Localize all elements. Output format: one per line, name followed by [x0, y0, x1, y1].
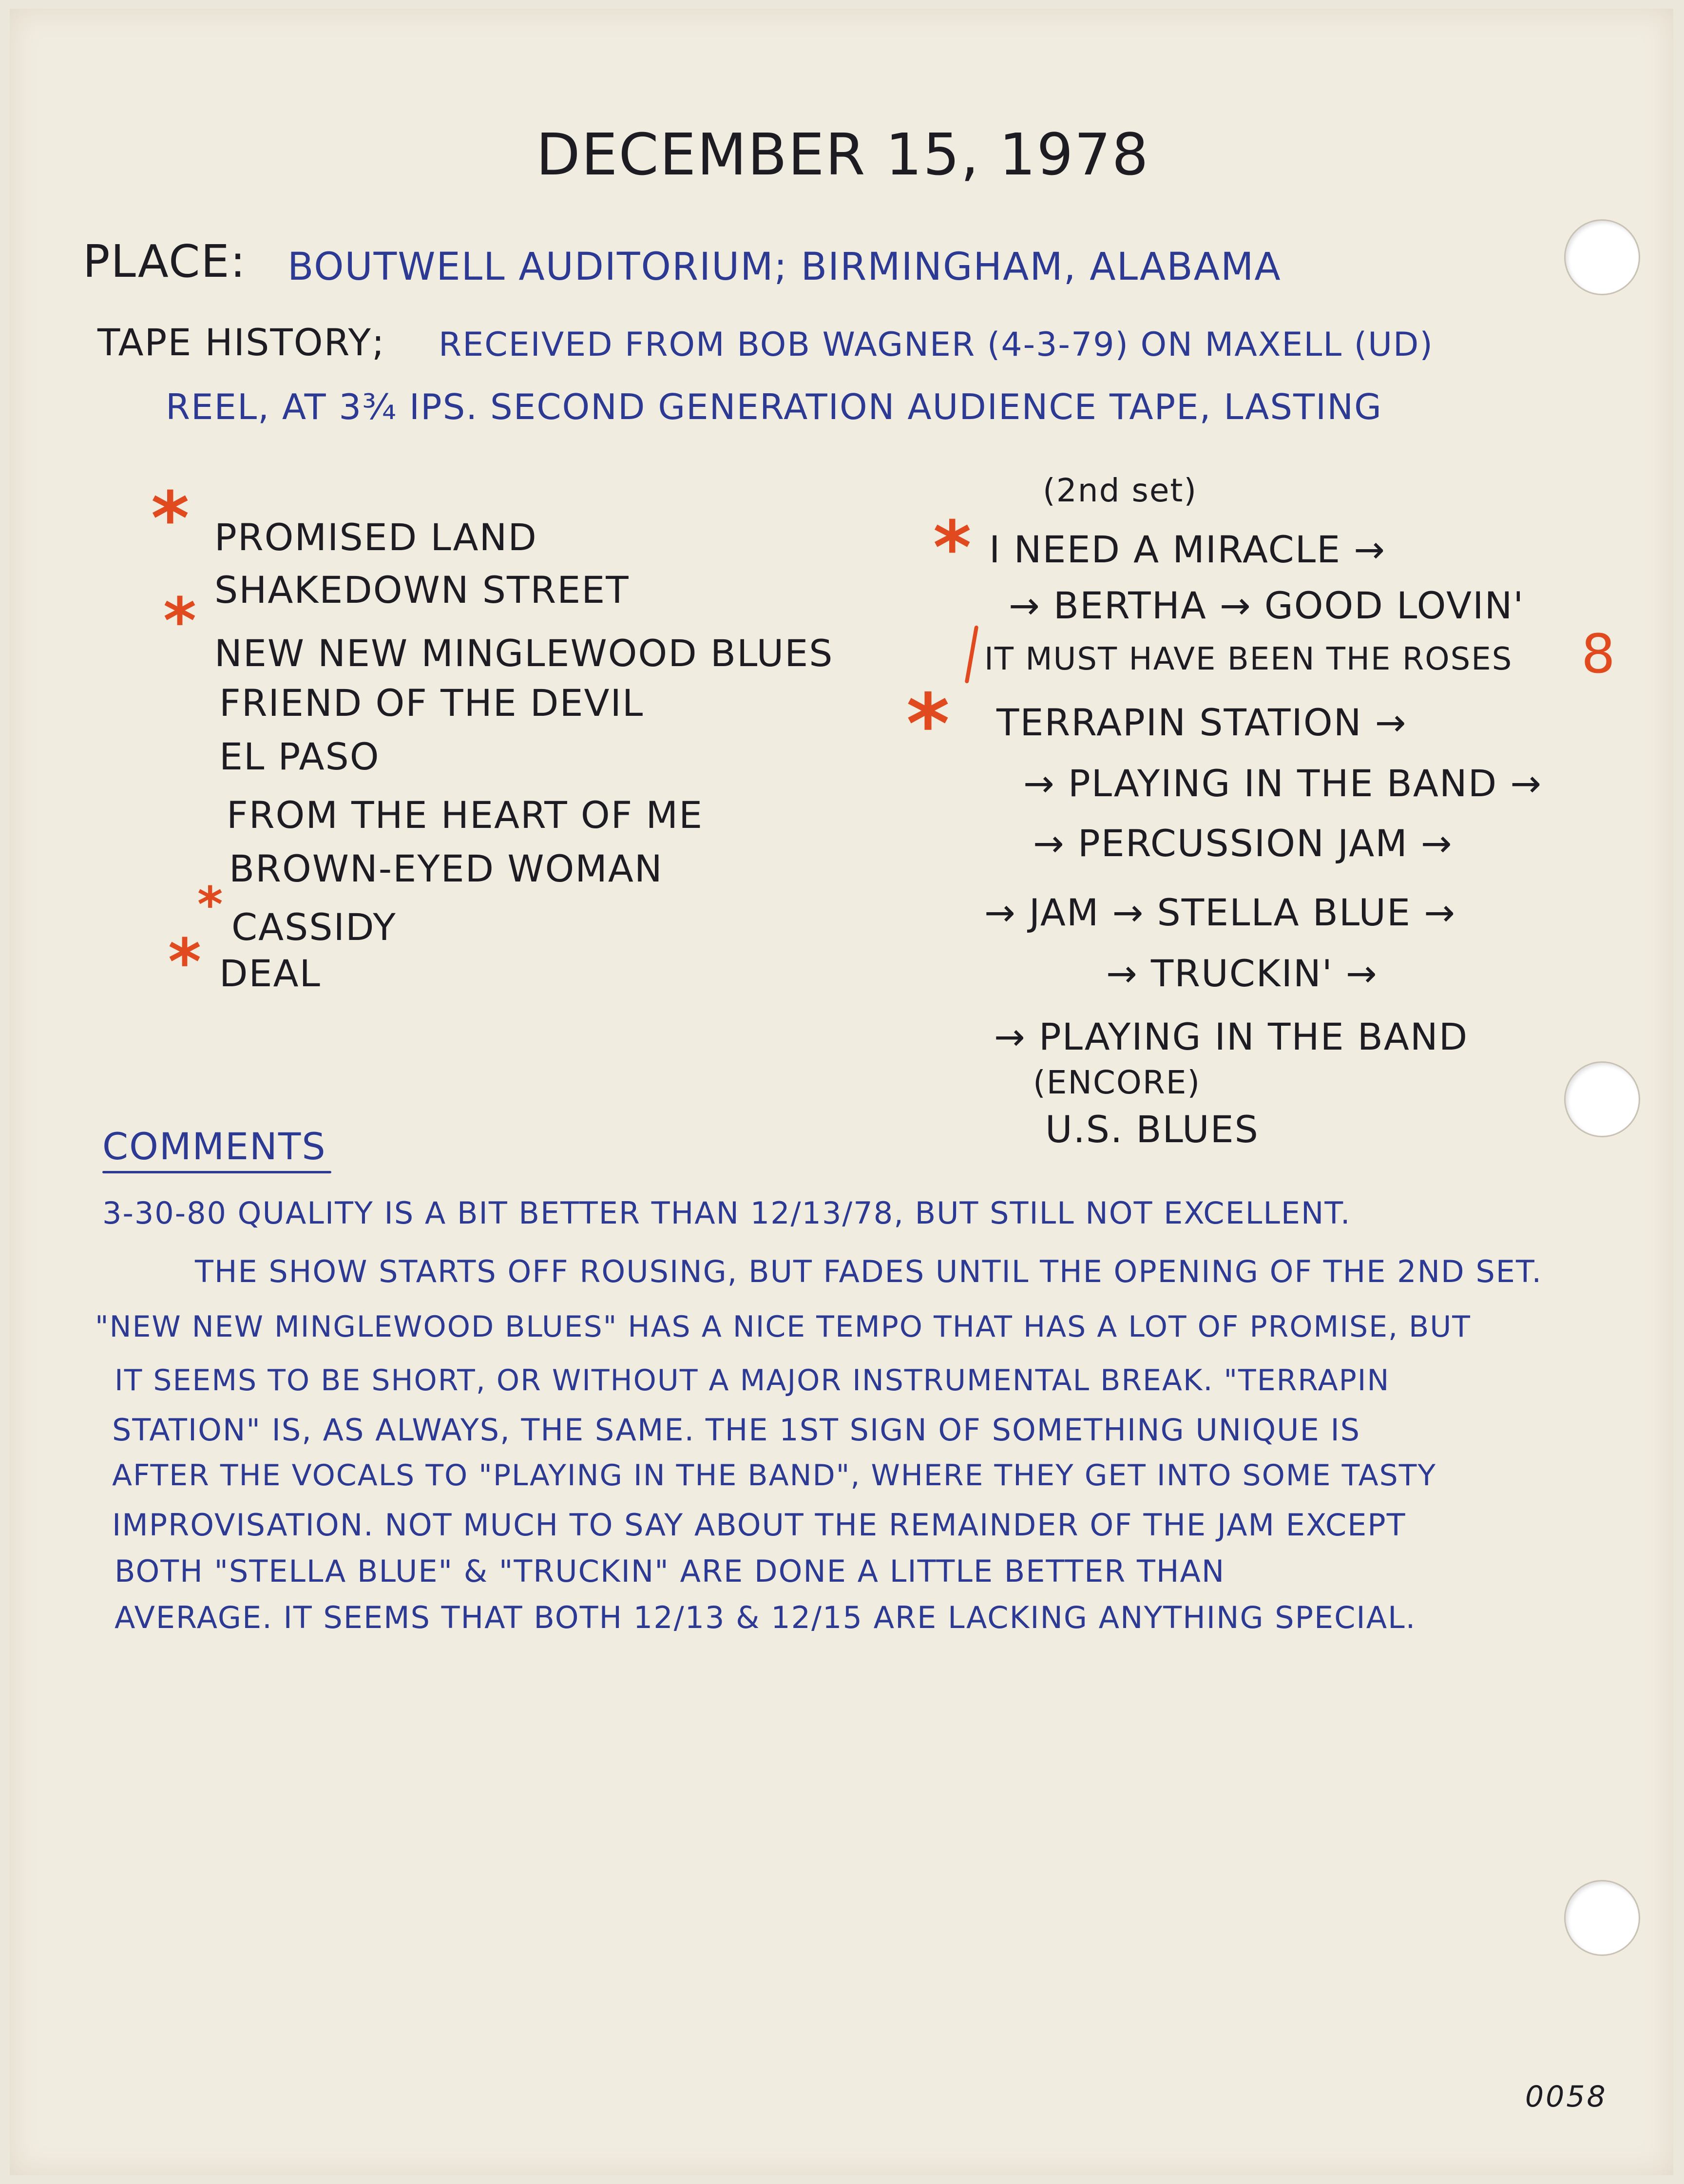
binder-hole-top: [1564, 219, 1640, 295]
comment-line: "NEW NEW MINGLEWOOD BLUES" HAS A NICE TEMPO THAT HAS A LOT OF PROMISE, BUT: [95, 1310, 1471, 1344]
tape-history-line2: REEL, AT 3¾ IPS. SECOND GENERATION AUDIENCE TAPE, LASTING: [166, 386, 1382, 427]
comment-line: STATION" IS, AS ALWAYS, THE SAME. THE 1ST SIGN OF SOMETHING UNIQUE IS: [112, 1412, 1361, 1448]
set2-line: → TRUCKIN' →: [1106, 952, 1378, 995]
set2-heading: (2nd set): [1043, 472, 1198, 509]
comment-line: IMPROVISATION. NOT MUCH TO SAY ABOUT THE REMAINDER OF THE JAM EXCEPT: [112, 1507, 1406, 1543]
set1-song: CASSIDY: [231, 905, 397, 949]
comments-heading: COMMENTS: [102, 1125, 326, 1168]
set2-line: U.S. BLUES: [1045, 1108, 1259, 1151]
set2-line: I NEED A MIRACLE →: [989, 528, 1386, 571]
star-mark-icon: *: [933, 506, 972, 591]
set2-line: → PLAYING IN THE BAND →: [1023, 762, 1543, 805]
tape-history-line1: RECEIVED FROM BOB WAGNER (4-3-79) ON MAXELL (UD): [439, 326, 1434, 364]
comment-line: THE SHOW STARTS OFF ROUSING, BUT FADES UNTIL THE OPENING OF THE 2ND SET.: [195, 1254, 1543, 1289]
red-margin-mark: [965, 625, 979, 684]
binder-hole-bottom: [1564, 1880, 1640, 1956]
set1-song: EL PASO: [219, 735, 380, 778]
binder-hole-middle: [1564, 1061, 1640, 1137]
star-mark-icon: *: [906, 676, 950, 773]
star-mark-icon: *: [151, 477, 190, 561]
set1-song: FRIEND OF THE DEVIL: [219, 681, 644, 725]
set1-song: BROWN-EYED WOMAN: [229, 847, 663, 890]
set1-song: DEAL: [219, 952, 321, 995]
page-number: 0058: [1525, 2080, 1607, 2114]
set2-line: TERRAPIN STATION →: [996, 701, 1407, 744]
star-mark-icon: *: [163, 584, 196, 658]
place-label: PLACE:: [83, 235, 247, 287]
set1-song: SHAKEDOWN STREET: [214, 568, 630, 612]
comment-line: BOTH "STELLA BLUE" & "TRUCKIN" ARE DONE A LITTLE BETTER THAN: [115, 1553, 1225, 1589]
place-value: BOUTWELL AUDITORIUM; BIRMINGHAM, ALABAMA: [287, 245, 1282, 289]
set2-line: → PERCUSSION JAM →: [1033, 822, 1453, 865]
set2-line: → JAM → STELLA BLUE →: [984, 891, 1456, 934]
comment-line: 3-30-80 QUALITY IS A BIT BETTER THAN 12/13/78, BUT STILL NOT EXCELLENT.: [102, 1195, 1351, 1231]
page-date: DECEMBER 15, 1978: [536, 121, 1149, 188]
notebook-page: [10, 9, 1673, 2175]
tape-history-label: TAPE HISTORY;: [97, 321, 385, 364]
star-mark-icon: *: [197, 876, 223, 933]
comments-underline: [102, 1171, 331, 1173]
set2-line: IT MUST HAVE BEEN THE ROSES: [984, 641, 1513, 677]
set1-song: NEW NEW MINGLEWOOD BLUES: [214, 632, 834, 675]
set1-song: FROM THE HEART OF ME: [227, 793, 704, 837]
set2-line: → BERTHA → GOOD LOVIN': [1009, 584, 1525, 627]
comment-line: IT SEEMS TO BE SHORT, OR WITHOUT A MAJOR INSTRUMENTAL BREAK. "TERRAPIN: [115, 1363, 1390, 1398]
comment-line: AFTER THE VOCALS TO "PLAYING IN THE BAND", WHERE THEY GET INTO SOME TASTY: [112, 1458, 1437, 1493]
star-mark-icon: *: [168, 925, 201, 999]
set2-line: (ENCORE): [1033, 1064, 1201, 1101]
set1-song: PROMISED LAND: [214, 516, 537, 559]
set2-line: → PLAYING IN THE BAND: [994, 1015, 1469, 1058]
roses-red-mark: 8: [1581, 623, 1616, 685]
comment-line: AVERAGE. IT SEEMS THAT BOTH 12/13 & 12/15 ARE LACKING ANYTHING SPECIAL.: [115, 1600, 1416, 1635]
